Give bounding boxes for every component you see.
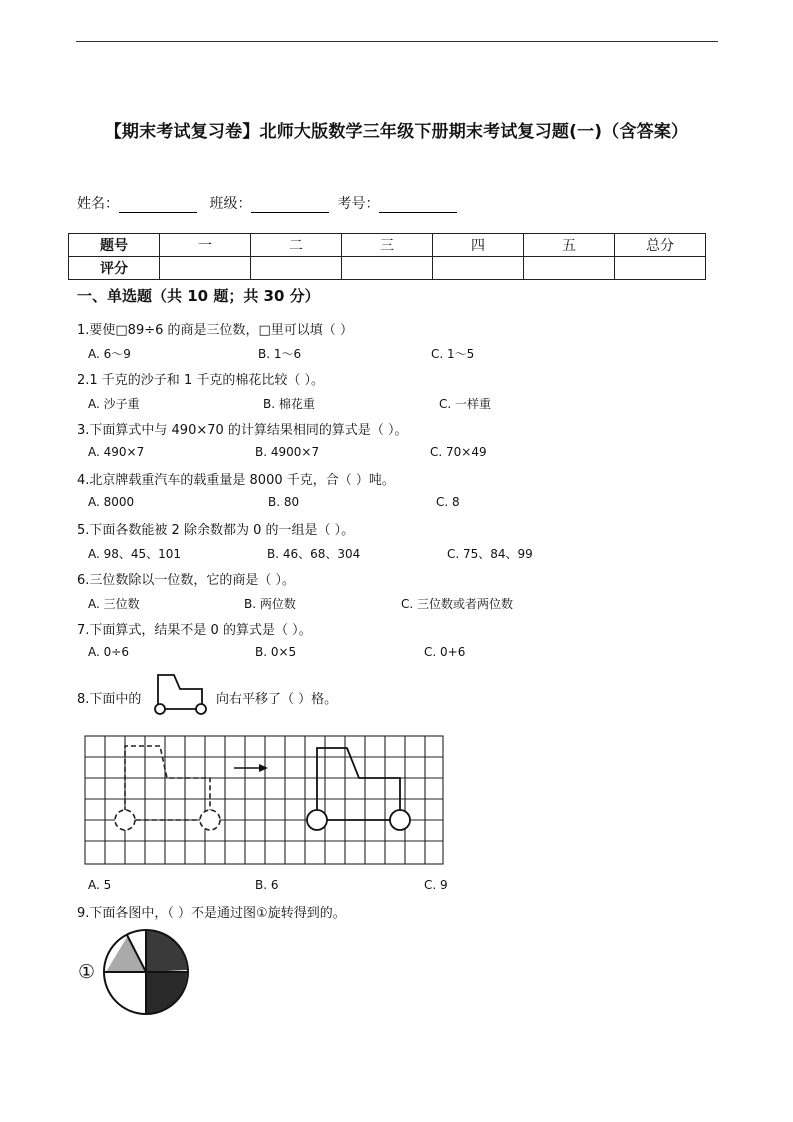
q7-option-a[interactable]: A. 0÷6 — [88, 645, 129, 659]
q3-option-c[interactable]: C. 70×49 — [430, 445, 487, 459]
exam-no-label: 考号： — [337, 196, 380, 212]
name-label: 姓名： — [77, 196, 119, 212]
q3-option-b[interactable]: B. 4900×7 — [255, 445, 320, 459]
question-8-suffix: 向右平移了（ ）格。 — [216, 692, 338, 707]
header-rule — [76, 41, 718, 42]
question-1: 1.要使□89÷6 的商是三位数，□里可以填（ ） — [77, 323, 353, 338]
grey-triangle — [106, 937, 146, 972]
q6-option-a[interactable]: A. 三位数 — [88, 597, 140, 611]
column-header: 五 — [524, 234, 615, 257]
question-8-prefix: 8.下面中的 — [77, 692, 142, 707]
q5-option-b[interactable]: B. 46、68、304 — [267, 547, 361, 561]
rotation-circle-figure — [101, 927, 191, 1017]
score-table-score-row — [69, 257, 706, 280]
q2-option-a[interactable]: A. 沙子重 — [88, 397, 140, 411]
q6-option-b[interactable]: B. 两位数 — [244, 597, 296, 611]
q2-option-b[interactable]: B. 棉花重 — [263, 397, 315, 411]
score-cell[interactable] — [524, 257, 615, 280]
question-number-label: 题号 — [69, 234, 160, 257]
name-blank[interactable] — [119, 198, 197, 213]
column-header: 二 — [251, 234, 342, 257]
score-cell[interactable] — [251, 257, 342, 280]
q7-option-b[interactable]: B. 0×5 — [255, 645, 297, 659]
column-header: 三 — [342, 234, 433, 257]
score-cell[interactable] — [342, 257, 433, 280]
q5-option-c[interactable]: C. 75、84、99 — [447, 547, 533, 561]
question-9: 9.下面各图中，（ ）不是通过图①旋转得到的。 — [77, 906, 346, 921]
figure-1-label: ① — [78, 961, 96, 983]
q8-option-a[interactable]: A. 5 — [88, 878, 112, 892]
q8-option-c[interactable]: C. 9 — [424, 878, 448, 892]
q1-option-b[interactable]: B. 1～6 — [258, 347, 302, 361]
translation-grid-figure — [82, 733, 446, 867]
score-cell[interactable] — [160, 257, 251, 280]
q1-option-c[interactable]: C. 1～5 — [431, 347, 475, 361]
direction-arrow — [234, 764, 268, 772]
question-3: 3.下面算式中与 490×70 的计算结果相同的算式是（ ）。 — [77, 423, 408, 438]
student-info-row — [77, 193, 465, 213]
page-title: 【期末考试复习卷】北师大版数学三年级下册期末考试复习题(一)（含答案） — [104, 122, 689, 142]
question-6: 6.三位数除以一位数，它的商是（ ）。 — [77, 573, 296, 588]
score-cell[interactable] — [615, 257, 706, 280]
question-7: 7.下面算式，结果不是 0 的算式是（ ）。 — [77, 623, 312, 638]
section-heading: 一、单选题（共 10 题；共 30 分） — [77, 287, 320, 305]
class-label: 班级： — [209, 196, 252, 212]
truck-icon — [152, 670, 210, 718]
q4-option-b[interactable]: B. 80 — [268, 495, 300, 509]
question-5: 5.下面各数能被 2 除余数都为 0 的一组是（ ）。 — [77, 523, 355, 538]
q8-option-b[interactable]: B. 6 — [255, 878, 279, 892]
score-table-header-row — [69, 234, 706, 257]
score-table — [68, 233, 706, 280]
q6-option-c[interactable]: C. 三位数或者两位数 — [401, 597, 514, 611]
column-header: 总分 — [615, 234, 706, 257]
column-header: 四 — [433, 234, 524, 257]
score-cell[interactable] — [433, 257, 524, 280]
q7-option-c[interactable]: C. 0+6 — [424, 645, 466, 659]
question-4: 4.北京牌载重汽车的载重量是 8000 千克，合（ ）吨。 — [77, 473, 395, 488]
column-header: 一 — [160, 234, 251, 257]
q3-option-a[interactable]: A. 490×7 — [88, 445, 145, 459]
score-label: 评分 — [69, 257, 160, 280]
dashed-truck — [115, 746, 220, 830]
exam-no-blank[interactable] — [379, 198, 457, 213]
question-2: 2.1 千克的沙子和 1 千克的棉花比较（ ）。 — [77, 373, 324, 388]
q4-option-a[interactable]: A. 8000 — [88, 495, 135, 509]
class-blank[interactable] — [251, 198, 329, 213]
grid-lines — [85, 736, 443, 864]
q4-option-c[interactable]: C. 8 — [436, 495, 460, 509]
q2-option-c[interactable]: C. 一样重 — [439, 397, 492, 411]
q5-option-a[interactable]: A. 98、45、101 — [88, 547, 182, 561]
q1-option-a[interactable]: A. 6～9 — [88, 347, 131, 361]
solid-truck — [307, 748, 410, 830]
